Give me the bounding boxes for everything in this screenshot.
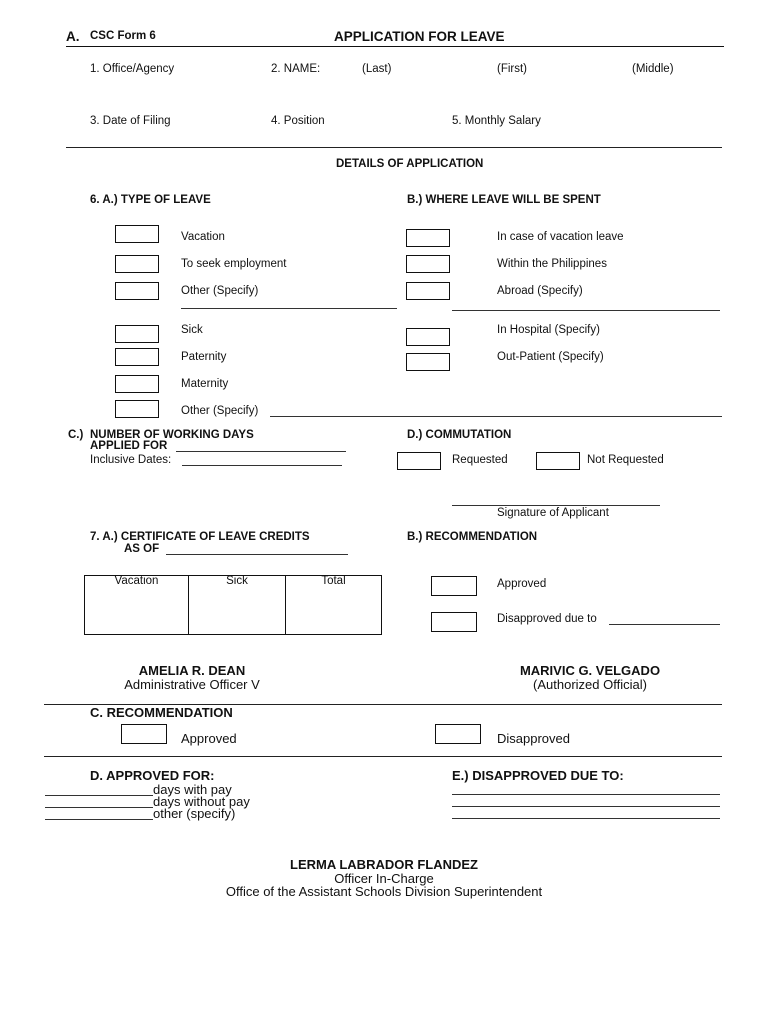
left-official-name: AMELIA R. DEAN [138,663,246,678]
other-leave-line[interactable] [270,416,722,417]
requested-label: Requested [452,454,508,466]
final-disapproved-checkbox[interactable] [435,724,481,744]
form-number: CSC Form 6 [90,30,156,42]
in-hospital-checkbox[interactable] [406,328,450,346]
leave-credits-table [84,575,382,635]
signature-label: Signature of Applicant [497,507,609,519]
out-patient-checkbox[interactable] [406,353,450,371]
final-approved-label: Approved [181,731,237,746]
vacation-case-label: In case of vacation leave [497,231,624,243]
commutation-heading: D.) COMMUTATION [407,429,512,441]
recommend-disapproved-checkbox[interactable] [431,612,477,632]
not-requested-label: Not Requested [587,454,664,466]
approved-for-heading: D. APPROVED FOR: [90,768,215,783]
inclusive-dates-label: Inclusive Dates: [90,454,172,466]
other-approved-line[interactable] [45,819,153,820]
maternity-label: Maternity [181,378,229,390]
recommend-approved-label: Approved [497,578,547,590]
out-patient-label: Out-Patient (Specify) [497,351,604,363]
working-days-section-label: C.) [68,429,84,441]
footer-official-title: Officer In-Charge [334,871,434,886]
paternity-label: Paternity [181,351,227,363]
in-hospital-label: In Hospital (Specify) [497,324,600,336]
total-credit-header: Total [321,575,346,587]
inclusive-dates-line[interactable] [182,465,342,466]
final-approved-checkbox[interactable] [121,724,167,744]
total-credit-cell[interactable] [286,576,381,634]
as-of-line[interactable] [166,554,348,555]
sick-label: Sick [181,324,203,336]
type-of-leave-heading: 6. A.) TYPE OF LEAVE [90,194,211,206]
right-official-name: MARIVIC G. VELGADO [519,663,661,678]
applied-for-line[interactable] [176,451,346,452]
disapproved-due-line-1[interactable] [452,794,720,795]
monthly-salary-label: 5. Monthly Salary [452,115,541,127]
other-leave-checkbox[interactable] [115,400,159,418]
other-vacation-label: Other (Specify) [181,285,259,297]
as-of-label: AS OF [124,543,160,555]
last-name-label: (Last) [362,63,392,75]
sick-credit-cell[interactable] [189,576,286,634]
details-heading: DETAILS OF APPLICATION [336,158,484,170]
left-official-title: Administrative Officer V [124,677,260,692]
vacation-credit-header: Vacation [114,575,159,587]
right-official-title: (Authorized Official) [533,677,647,692]
sick-credit-header: Sick [226,575,248,587]
other-leave-label: Other (Specify) [181,405,259,417]
requested-checkbox[interactable] [397,452,441,470]
date-of-filing-label: 3. Date of Filing [90,115,171,127]
working-days-heading: NUMBER OF WORKING DAYS [90,429,254,441]
signature-line[interactable] [452,505,660,506]
approval-divider [44,756,722,757]
vacation-label: Vacation [181,231,225,243]
first-name-label: (First) [497,63,528,75]
vacation-case-checkbox[interactable] [406,229,450,247]
recommend-disapproved-label: Disapproved due to [497,613,597,625]
applied-for-label: APPLIED FOR [90,440,168,452]
days-with-pay-label: days with pay [153,782,232,797]
disapproved-due-line-3[interactable] [452,818,720,819]
where-spent-heading: B.) WHERE LEAVE WILL BE SPENT [407,194,601,206]
maternity-checkbox[interactable] [115,375,159,393]
leave-credits-heading: 7. A.) CERTIFICATE OF LEAVE CREDITS [90,531,310,543]
within-philippines-label: Within the Philippines [497,258,607,270]
recommend-approved-checkbox[interactable] [431,576,477,596]
other-vacation-line[interactable] [181,308,397,309]
days-without-pay-label: days without pay [153,794,250,809]
position-label: 4. Position [271,115,325,127]
not-requested-checkbox[interactable] [536,452,580,470]
seek-employment-checkbox[interactable] [115,255,159,273]
vacation-checkbox[interactable] [115,225,159,243]
recommendation-b-heading: B.) RECOMMENDATION [407,531,538,543]
other-approved-label: other (specify) [153,806,236,821]
days-without-pay-line[interactable] [45,807,153,808]
footer-office: Office of the Assistant Schools Division Superintendent [225,884,543,899]
final-disapproved-label: Disapproved [497,731,570,746]
recommendation-c-heading: C. RECOMMENDATION [90,705,233,720]
vacation-credit-cell[interactable] [85,576,189,634]
paternity-checkbox[interactable] [115,348,159,366]
name-label: 2. NAME: [271,63,321,75]
disapproved-reason-line[interactable] [609,624,720,625]
within-philippines-checkbox[interactable] [406,255,450,273]
days-with-pay-line[interactable] [45,795,153,796]
header-rule [66,46,724,47]
sick-checkbox[interactable] [115,325,159,343]
seek-employment-label: To seek employment [181,258,287,270]
footer-official-name: LERMA LABRADOR FLANDEZ [290,857,478,872]
disapproved-due-line-2[interactable] [452,806,720,807]
page-title: APPLICATION FOR LEAVE [334,29,505,44]
section-label: A. [66,29,80,44]
abroad-checkbox[interactable] [406,282,450,300]
office-label: 1. Office/Agency [90,63,175,75]
disapproved-due-heading: E.) DISAPPROVED DUE TO: [452,768,624,783]
abroad-line[interactable] [452,310,720,311]
other-vacation-checkbox[interactable] [115,282,159,300]
middle-name-label: (Middle) [632,63,674,75]
section-divider [66,147,722,148]
abroad-label: Abroad (Specify) [497,285,583,297]
